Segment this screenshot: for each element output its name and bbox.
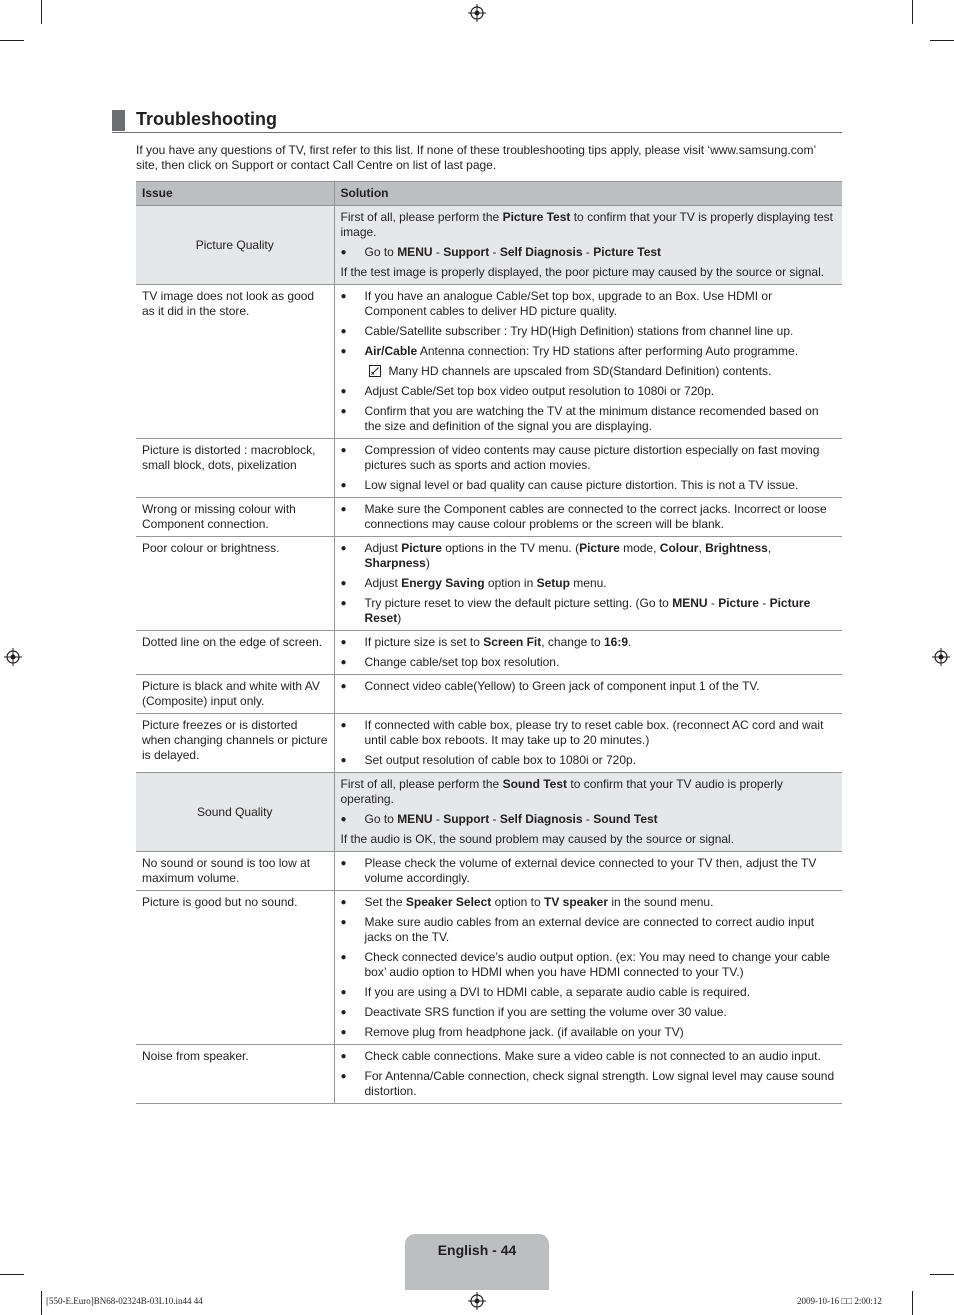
issue-cell: Poor colour or brightness. <box>136 537 334 631</box>
bold-term: MENU <box>672 596 708 610</box>
bold-term: Picture Test <box>502 210 571 224</box>
solution-cell <box>334 498 842 537</box>
text-segment: option in <box>484 576 537 590</box>
text-segment: Change cable/set top box resolution. <box>364 655 560 669</box>
solution-cell <box>334 631 842 675</box>
table-row <box>136 206 842 285</box>
registration-mark-icon <box>468 4 486 22</box>
table-row <box>136 285 842 439</box>
solution-cell <box>334 537 842 631</box>
text-segment: to confirm that your TV is properly displaying test image. <box>340 210 833 239</box>
crop-mark <box>0 40 24 41</box>
section-title-bar <box>112 108 842 133</box>
bold-term: Energy Saving <box>401 576 485 590</box>
table-row <box>136 675 842 714</box>
issue-cell: Picture is good but no sound. <box>136 891 334 1045</box>
bold-term: Screen Fit <box>483 635 542 649</box>
solution-text <box>341 210 837 240</box>
bullet-item <box>341 1049 837 1064</box>
text-segment: in the sound menu. <box>608 895 714 909</box>
table-body <box>136 206 842 1104</box>
registration-mark-icon <box>932 648 950 666</box>
text-segment: mode, <box>619 541 660 555</box>
troubleshooting-table <box>136 181 842 1104</box>
bold-term: Picture <box>718 596 759 610</box>
bullet-item <box>341 655 837 670</box>
text-segment: If the test image is properly displayed, the poor picture may caused by the source or signal. <box>340 265 825 279</box>
bold-term: Speaker Select <box>405 895 492 909</box>
text-segment: , <box>698 541 706 555</box>
bullet-item <box>341 635 837 650</box>
issue-cell: No sound or sound is too low at maximum volume. <box>136 852 334 891</box>
bold-term: Colour <box>659 541 699 555</box>
crop-mark <box>0 1274 24 1275</box>
text-segment: First of all, please perform the <box>340 210 503 224</box>
bold-term: Brightness <box>705 541 768 555</box>
text-segment: If the audio is OK, the sound problem may caused by the source or signal. <box>340 832 735 846</box>
table-row <box>136 891 842 1045</box>
bullet-item <box>341 478 837 493</box>
text-segment: Make sure the Component cables are connected to the correct jacks. Incorrect or loose connections may cause colour problems or the screen will be blank. <box>364 502 827 531</box>
bullet-item <box>341 384 837 399</box>
table-row <box>136 631 842 675</box>
text-segment: - <box>582 812 594 826</box>
bold-term: MENU <box>397 245 433 259</box>
bold-term: Picture <box>579 541 620 555</box>
text-segment: - <box>758 596 770 610</box>
solution-cell <box>334 852 842 891</box>
table-row <box>136 852 842 891</box>
text-segment: Many HD channels are upscaled from SD(Standard Definition) contents. <box>388 364 772 378</box>
note-item <box>341 364 837 379</box>
bold-term: Self Diagnosis <box>499 245 583 259</box>
text-segment: - <box>432 245 444 259</box>
solution-cell <box>334 206 842 285</box>
bold-term: Setup <box>536 576 570 590</box>
text-segment: Check connected device’s audio output option. (ex: You may need to change your cable box’ audio option to HDMI when you have HDMI connected to your TV.) <box>364 950 830 979</box>
bold-term: Picture Test <box>593 245 662 259</box>
issue-cell: Picture is distorted : macroblock, small block, dots, pixelization <box>136 439 334 498</box>
bold-term: TV speaker <box>543 895 609 909</box>
text-segment: options in the TV menu. ( <box>441 541 580 555</box>
solution-cell <box>334 675 842 714</box>
bullet-item <box>341 576 837 591</box>
text-segment: Remove plug from headphone jack. (if available on your TV) <box>364 1025 684 1039</box>
issue-cell: Picture is black and white with AV (Composite) input only. <box>136 675 334 714</box>
text-segment: Confirm that you are watching the TV at the minimum distance recomended based on the size and definition of the signal you are displaying. <box>364 404 819 433</box>
text-segment: Go to <box>364 812 398 826</box>
bullet-item <box>341 856 837 886</box>
text-segment: Deactivate SRS function if you are setting the volume over 30 value. <box>364 1005 727 1019</box>
crop-mark <box>930 40 954 41</box>
text-segment: option to <box>491 895 544 909</box>
title-block <box>112 110 125 131</box>
bullet-item <box>341 718 837 748</box>
text-segment: - <box>707 596 719 610</box>
text-segment: Antenna connection: Try HD stations after performing Auto programme. <box>417 344 799 358</box>
bullet-item <box>341 985 837 1000</box>
text-segment: - <box>582 245 594 259</box>
page-number-tab <box>405 1234 549 1290</box>
text-segment: - <box>489 245 500 259</box>
text-segment: - <box>432 812 444 826</box>
text-segment: If you have an analogue Cable/Set top box, upgrade to an Box. Use HDMI or Component cables to deliver HD picture quality. <box>364 289 773 318</box>
bullet-item <box>341 1005 837 1020</box>
bold-term: MENU <box>397 812 433 826</box>
bullet-item <box>341 596 837 626</box>
note-icon <box>369 365 381 377</box>
bullet-item <box>341 541 837 571</box>
bold-term: Sound Test <box>502 777 568 791</box>
bullet-item <box>341 753 837 768</box>
text-segment: Make sure audio cables from an external device are connected to correct audio input jacks on the TV. <box>364 915 815 944</box>
footer-file-info: [550-E.Euro]BN68-02324B-03L10.in44 44 <box>46 1296 203 1306</box>
bullet-item <box>341 950 837 980</box>
text-segment: If picture size is set to <box>364 635 484 649</box>
text-segment: ) <box>425 556 430 570</box>
text-segment: - <box>489 812 500 826</box>
text-segment: Please check the volume of external device connected to your TV then, adjust the TV volume accordingly. <box>364 856 817 885</box>
text-segment: Compression of video contents may cause picture distortion especially on fast moving pictures such as sports and action movies. <box>364 443 820 472</box>
solution-cell <box>334 285 842 439</box>
text-segment: to confirm that your TV audio is properly operating. <box>340 777 783 806</box>
text-segment: Set output resolution of cable box to 1080i or 720p. <box>364 753 637 767</box>
page-title: Troubleshooting <box>136 109 277 129</box>
text-segment: Try picture reset to view the default picture setting. (Go to <box>364 596 673 610</box>
issue-cell: Picture freezes or is distorted when changing channels or picture is delayed. <box>136 714 334 773</box>
text-segment: , <box>767 541 772 555</box>
text-segment: , change to <box>541 635 604 649</box>
bold-term: Sharpness <box>364 556 426 570</box>
text-segment: . <box>628 635 632 649</box>
bullet-item <box>341 915 837 945</box>
issue-cell: Picture Quality <box>136 206 334 285</box>
table-row <box>136 439 842 498</box>
registration-mark-icon <box>468 1292 486 1310</box>
bold-term: 16:9 <box>603 635 628 649</box>
crop-mark <box>912 1291 913 1315</box>
text-segment: Check cable connections. Make sure a video cable is not connected to an audio input. <box>364 1049 821 1063</box>
solution-text <box>341 265 837 280</box>
table-row <box>136 714 842 773</box>
bold-term: Self Diagnosis <box>499 812 583 826</box>
bullet-item <box>341 289 837 319</box>
solution-cell <box>334 714 842 773</box>
text-segment: menu. <box>569 576 607 590</box>
solution-text <box>341 777 837 807</box>
footer-timestamp: 2009-10-16 □□ 2:00:12 <box>797 1296 882 1306</box>
bullet-item <box>341 1069 837 1099</box>
registration-mark-icon <box>4 648 22 666</box>
bullet-item <box>341 679 837 694</box>
issue-cell: Noise from speaker. <box>136 1045 334 1104</box>
crop-mark <box>930 1274 954 1275</box>
header-solution: Solution <box>334 182 842 206</box>
bold-term: Support <box>443 245 490 259</box>
header-issue: Issue <box>136 182 334 206</box>
text-segment: Connect video cable(Yellow) to Green jack of component input 1 of the TV. <box>364 679 760 693</box>
bold-term: Picture <box>401 541 442 555</box>
bullet-item <box>341 324 837 339</box>
table-row <box>136 1045 842 1104</box>
crop-mark <box>41 0 42 24</box>
solution-cell <box>334 891 842 1045</box>
bold-term: Support <box>443 812 490 826</box>
intro-paragraph: If you have any questions of TV, first refer to this list. If none of these troubleshooting tips apply, please visit ‘www.samsung.com’ site, then click on Support or contact Call Centre on list of last page. <box>136 143 816 172</box>
text-segment: First of all, please perform the <box>340 777 503 791</box>
text-segment: Adjust <box>364 541 402 555</box>
bold-term: Picture Reset <box>364 596 811 625</box>
bullet-item <box>341 404 837 434</box>
bullet-item <box>341 344 837 359</box>
text-segment: ) <box>397 611 402 625</box>
bullet-item <box>341 443 837 473</box>
issue-cell: Dotted line on the edge of screen. <box>136 631 334 675</box>
issue-cell: Sound Quality <box>136 773 334 852</box>
text-segment: Cable/Satellite subscriber : Try HD(High Definition) stations from channel line up. <box>364 324 794 338</box>
table-row <box>136 498 842 537</box>
solution-cell <box>334 439 842 498</box>
solution-text <box>341 832 837 847</box>
table-header-row <box>136 182 842 206</box>
text-segment: For Antenna/Cable connection, check signal strength. Low signal level may cause sound distortion. <box>364 1069 835 1098</box>
bullet-item <box>341 502 837 532</box>
table-row <box>136 537 842 631</box>
bullet-item <box>341 245 837 260</box>
solution-cell <box>334 1045 842 1104</box>
crop-mark <box>912 0 913 24</box>
crop-mark <box>41 1291 42 1315</box>
table-row <box>136 773 842 852</box>
bold-term: Sound Test <box>593 812 658 826</box>
text-segment: Go to <box>364 245 398 259</box>
page-number: English - 44 <box>437 1242 517 1258</box>
text-segment: Adjust <box>364 576 402 590</box>
text-segment: Set the <box>364 895 406 909</box>
text-segment: Low signal level or bad quality can cause picture distortion. This is not a TV issue. <box>364 478 799 492</box>
issue-cell: TV image does not look as good as it did in the store. <box>136 285 334 439</box>
solution-cell <box>334 773 842 852</box>
issue-cell: Wrong or missing colour with Component connection. <box>136 498 334 537</box>
bold-term: Air/Cable <box>364 344 418 358</box>
bullet-item <box>341 1025 837 1040</box>
text-segment: If you are using a DVI to HDMI cable, a separate audio cable is required. <box>364 985 751 999</box>
bullet-item <box>341 895 837 910</box>
text-segment: If connected with cable box, please try to reset cable box. (reconnect AC cord and wait until cable box reboots. It may take up to 20 minutes.) <box>364 718 824 747</box>
text-segment: Adjust Cable/Set top box video output resolution to 1080i or 720p. <box>364 384 715 398</box>
bullet-item <box>341 812 837 827</box>
